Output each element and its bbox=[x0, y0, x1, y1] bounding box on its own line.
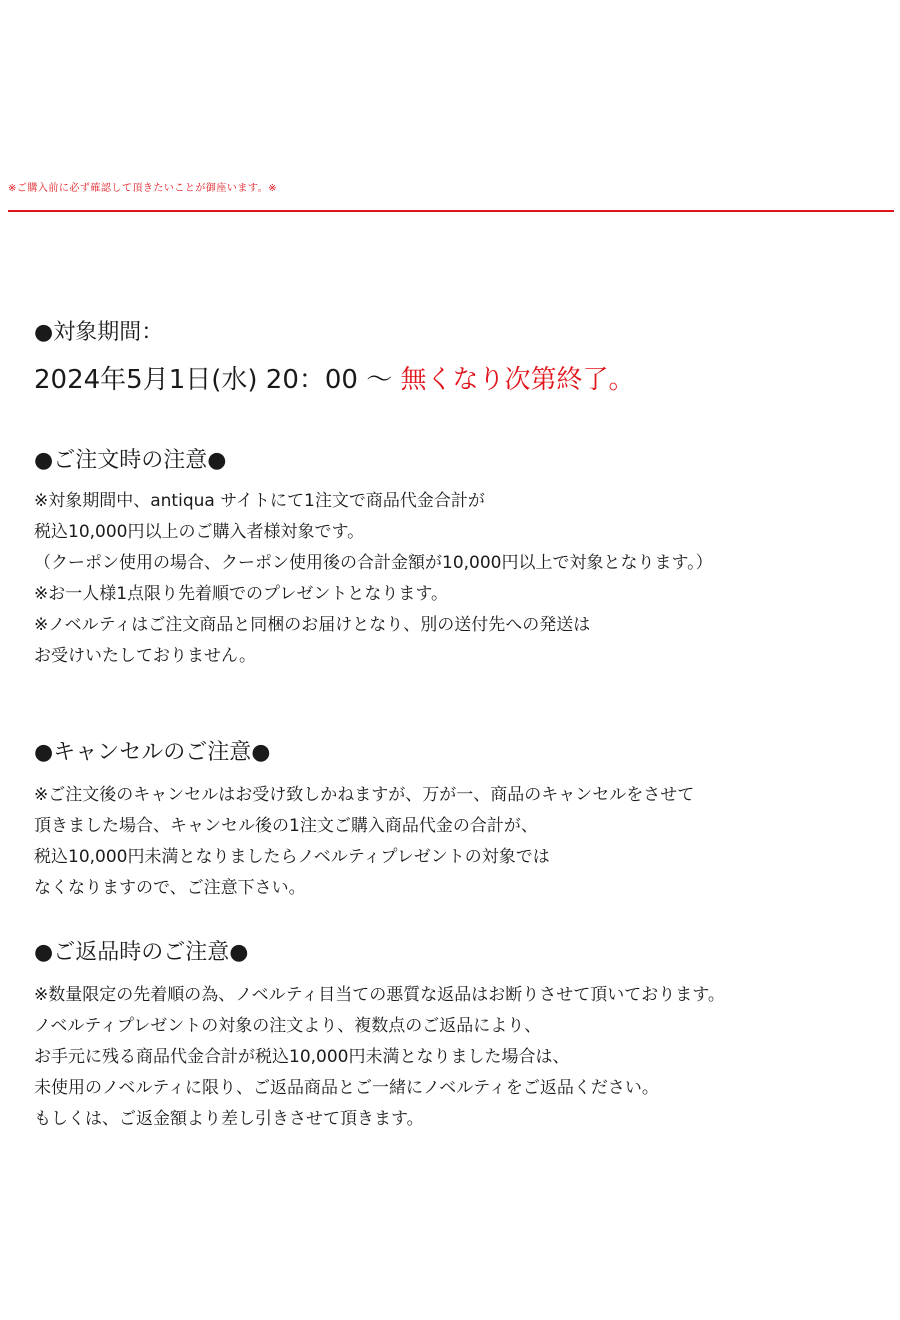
notice-headline: ※ご購入前に必ず確認して頂きたいことが御座います。※ bbox=[8, 183, 277, 194]
return-note-line: 未使用のノベルティに限り、ご返品商品とご一緒にノベルティをご返品ください。 bbox=[34, 1078, 659, 1098]
order-notes-list bbox=[34, 486, 713, 672]
period-heading: ●対象期間： bbox=[34, 320, 164, 345]
period-value bbox=[34, 362, 635, 398]
return-note-line: ※数量限定の先着順の為、ノベルティ目当ての悪質な返品はお断りさせて頂いております。 bbox=[34, 985, 725, 1005]
order-note-line: ※お一人様1点限り先着順でのプレゼントとなります。 bbox=[34, 584, 449, 604]
cancel-note-line: ※ご注文後のキャンセルはお受け致しかねますが、万が一、商品のキャンセルをさせて bbox=[34, 785, 695, 805]
headline-underline bbox=[8, 210, 894, 212]
cancel-note-line: 頂きました場合、キャンセル後の1注文ご購入商品代金の合計が、 bbox=[34, 816, 538, 836]
cancel-note-line: 税込10,000円未満となりましたらノベルティプレゼントの対象では bbox=[34, 847, 550, 867]
cancel-notes-list bbox=[34, 780, 694, 904]
period-end: 無くなり次第終了。 bbox=[400, 365, 635, 395]
cancel-note-line: なくなりますので、ご注意下さい。 bbox=[34, 878, 306, 898]
return-note-line: お手元に残る商品代金合計が税込10,000円未満となりました場合は、 bbox=[34, 1047, 570, 1067]
cancel-notes-heading: ●キャンセルのご注意● bbox=[34, 740, 271, 765]
order-note-line: ※ノベルティはご注文商品と同梱のお届けとなり、別の送付先への発送は bbox=[34, 615, 591, 635]
order-note-line: お受けいたしておりません。 bbox=[34, 646, 257, 666]
return-notes-heading: ●ご返品時のご注意● bbox=[34, 940, 249, 965]
order-note-line: 税込10,000円以上のご購入者様対象です。 bbox=[34, 522, 365, 542]
return-note-line: もしくは、ご返金額より差し引きさせて頂きます。 bbox=[34, 1109, 424, 1129]
order-notes-heading: ●ご注文時の注意● bbox=[34, 448, 227, 473]
return-notes-list bbox=[34, 980, 725, 1135]
period-dates: 2024年5月1日(水) 20：00 〜 bbox=[34, 365, 401, 395]
order-note-line: ※対象期間中、antiqua サイトにて1注文で商品代金合計が bbox=[34, 491, 485, 511]
order-note-line: （クーポン使用の場合、クーポン使用後の合計金額が10,000円以上で対象となります。） bbox=[34, 553, 713, 573]
return-note-line: ノベルティプレゼントの対象の注文より、複数点のご返品により、 bbox=[34, 1016, 542, 1036]
